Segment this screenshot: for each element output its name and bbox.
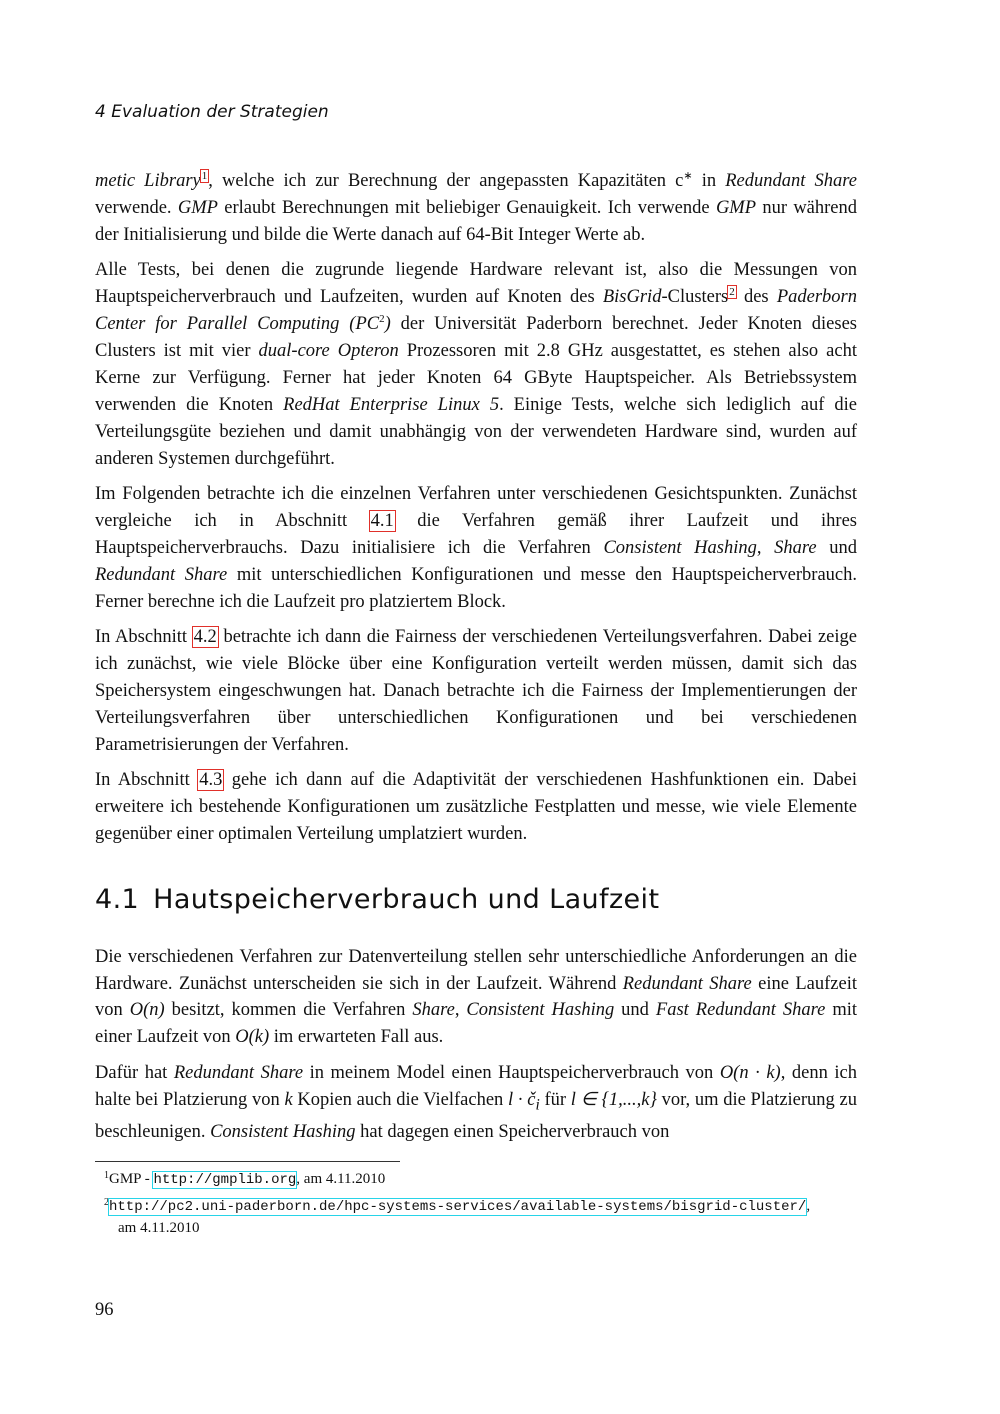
- text-run: und: [816, 537, 857, 558]
- text-run: ): [384, 314, 391, 335]
- text-run: Share: [774, 537, 817, 558]
- body-text: [95, 168, 857, 1155]
- text-run: mit unterschiedlichen Konfigurationen und messe den Hauptspeicherverbrauch. Ferner berechne ich die Laufzeit pro platziertem Block.: [95, 564, 857, 612]
- text-run: ,: [454, 1000, 467, 1021]
- text-run: Consistent Hashing: [210, 1122, 356, 1143]
- url-link-bisgrid[interactable]: http://pc2.uni-paderborn.de/hpc-systems-services/available-systems/bisgrid-cluster/: [109, 1198, 807, 1215]
- paragraph-overview: [95, 481, 857, 616]
- page-number: 96: [95, 1300, 114, 1320]
- footnotes: [104, 1165, 864, 1240]
- subscript: i: [535, 1096, 540, 1114]
- text-run: im erwarteten Fall aus.: [269, 1027, 444, 1048]
- text-run: Redundant Share: [725, 171, 857, 191]
- text-run: Dafür hat: [95, 1062, 174, 1083]
- text-run: hat dagegen einen Speicherverbrauch von: [355, 1122, 670, 1143]
- math-run: O(n): [129, 1000, 165, 1021]
- section-heading: [95, 883, 857, 915]
- footnote-1: [104, 1165, 864, 1192]
- section-number: 4.1: [95, 883, 140, 915]
- text-run: gehe ich dann auf die Adaptivität der verschiedenen Hashfunktionen ein. Dabei erweitere ich bestehende Konfigurationen um zusätzliche Festplatten und messe, wie viele Elemente gegenüber einer optimalen Verteilung umplatziert wurden.: [95, 770, 857, 844]
- text-run: eine Laufzeit von: [95, 973, 857, 1021]
- text-run: , welche ich zur Berechnung der angepassten Kapazitäten c: [208, 171, 684, 191]
- text-run: metic Library: [95, 171, 201, 191]
- text-run: In Abschnitt: [95, 770, 199, 791]
- footnote-mark: 2: [104, 1196, 109, 1208]
- text-run: vor, um die Platzierung zu beschleunigen.: [95, 1089, 857, 1143]
- text-run: , am 4.11.2010: [296, 1171, 386, 1187]
- text-run: erlaubt Berechnungen mit beliebiger Genauigkeit. Ich verwende: [217, 197, 716, 218]
- paragraph-gmp: [95, 168, 857, 249]
- paragraph-adaptivity: [95, 767, 857, 848]
- text-run: Paderborn Center for Parallel Computing (PC: [95, 287, 857, 335]
- text-run: der Universität Paderborn berechnet. Jeder Knoten dieses Clusters ist mit vier: [95, 314, 857, 361]
- math-run: l · č: [508, 1089, 536, 1110]
- text-run: ,: [806, 1197, 811, 1214]
- footnote-mark: 1: [104, 1170, 109, 1181]
- text-run: . Einige Tests, welche sich lediglich auf die Verteilungsgüte beziehen und damit unabhängig von der verwendeten Hardware sind, wurden auf anderen Systemen durchgeführt.: [95, 394, 857, 469]
- url-link-gmplib[interactable]: http://gmplib.org: [153, 1172, 297, 1188]
- text-run: in meinem Model einen Hauptspeicherverbrauch von: [303, 1062, 720, 1083]
- text-run: Redundant Share: [95, 564, 228, 585]
- text-run: RedHat Enterprise Linux 5: [283, 394, 500, 415]
- text-run: Prozessoren mit 2.8 GHz ausgestattet, es stehen also acht Kerne zur Verfügung. Ferner hat jeder Knoten 64 GByte Hauptspeicher. Als Betriebssystem verwenden die Knoten: [95, 340, 857, 415]
- text-run: Kopien auch die Vielfachen: [292, 1089, 509, 1110]
- text-run: dual-core Opteron: [258, 340, 399, 361]
- text-run: mit einer Laufzeit von: [95, 1000, 857, 1048]
- footnote-rule: [95, 1161, 400, 1162]
- text-run: Im Folgenden betrachte ich die einzelnen Verfahren unter verschiedenen Gesichtspunkten. Zunächst vergleiche ich in Abschnitt: [95, 483, 857, 531]
- text-run: BisGrid: [602, 287, 662, 308]
- footnote-2: [104, 1192, 864, 1219]
- paragraph-hardware: [95, 257, 857, 472]
- text-run: die Verfahren gemäß ihrer Laufzeit und ihres Hauptspeicherverbrauchs. Dazu initialisiere ich die Verfahren: [95, 510, 857, 558]
- text-run: In Abschnitt: [95, 627, 193, 647]
- section-link-4-2[interactable]: 4.2: [193, 627, 217, 647]
- footnote-ref-1[interactable]: 1: [201, 170, 208, 182]
- text-run: -Clusters: [661, 287, 729, 308]
- text-run: und: [614, 1000, 656, 1021]
- text-run: Redundant Share: [622, 973, 752, 994]
- text-run: ,: [756, 537, 775, 558]
- text-run: nur während der Initialisierung und bilde die Werte danach auf 64-Bit Integer Werte ab.: [95, 197, 858, 245]
- paragraph-runtime: [95, 944, 857, 1052]
- text-run: für: [539, 1089, 571, 1110]
- text-run: verwende.: [95, 197, 178, 218]
- text-run: des: [735, 287, 777, 308]
- text-run: Consistent Hashing: [466, 1000, 615, 1021]
- section-title: Hautspeicherverbrauch und Laufzeit: [153, 883, 660, 915]
- text-run: Fast Redundant Share: [655, 1000, 826, 1021]
- math-run: O(n · k): [719, 1062, 781, 1083]
- text-run: , denn ich halte bei Platzierung von: [95, 1062, 857, 1110]
- math-run: k: [284, 1089, 293, 1110]
- text-run: Die verschiedenen Verfahren zur Datenverteilung stellen sehr unterschiedliche Anforderungen an die Hardware. Zunächst unterscheiden sie sich in der Laufzeit. Während: [95, 946, 857, 994]
- text-run: Consistent Hashing: [603, 537, 757, 558]
- text-run: Share: [412, 1000, 455, 1021]
- text-run: betrachte ich dann die Fairness der verschiedenen Verteilungsverfahren. Dabei zeige ich zunächst, wie viele Blöcke über eine Konfiguration verteilt werden müssen, damit sich das Speichersystem eingeschwungen hat. Danach betrachte ich die Fairness der Implementierungen der Verteilungsverfahren über unterschiedlichen Konfigurationen und bei verschiedenen Parametrisierungen der Verfahren.: [95, 627, 857, 755]
- footnote-ref-2[interactable]: 2: [729, 286, 735, 299]
- math-run: O(k): [235, 1027, 270, 1048]
- text-run: Redundant Share: [173, 1062, 304, 1083]
- paragraph-memory: [95, 1060, 857, 1146]
- text-run: GMP: [177, 197, 218, 218]
- text-run: in: [692, 171, 726, 191]
- superscript: 2: [379, 313, 385, 326]
- text-run: GMP: [715, 197, 757, 218]
- paragraph-fairness: [95, 624, 857, 759]
- footnote-2-continuation: am 4.11.2010: [118, 1220, 200, 1236]
- text-run: Alle Tests, bei denen die zugrunde liegende Hardware relevant ist, also die Messungen von Hauptspeicherverbrauch und Laufzeiten, wurden auf Knoten des: [95, 260, 857, 308]
- math-run: l ∈ {1,...,k}: [570, 1089, 657, 1110]
- section-link-4-1[interactable]: 4.1: [370, 510, 394, 531]
- superscript-star: ∗: [683, 170, 693, 182]
- section-link-4-3[interactable]: 4.3: [199, 770, 223, 791]
- running-header: 4 Evaluation der Strategien: [95, 102, 329, 122]
- text-run: besitzt, kommen die Verfahren: [164, 1000, 413, 1021]
- text-run: GMP -: [109, 1171, 154, 1187]
